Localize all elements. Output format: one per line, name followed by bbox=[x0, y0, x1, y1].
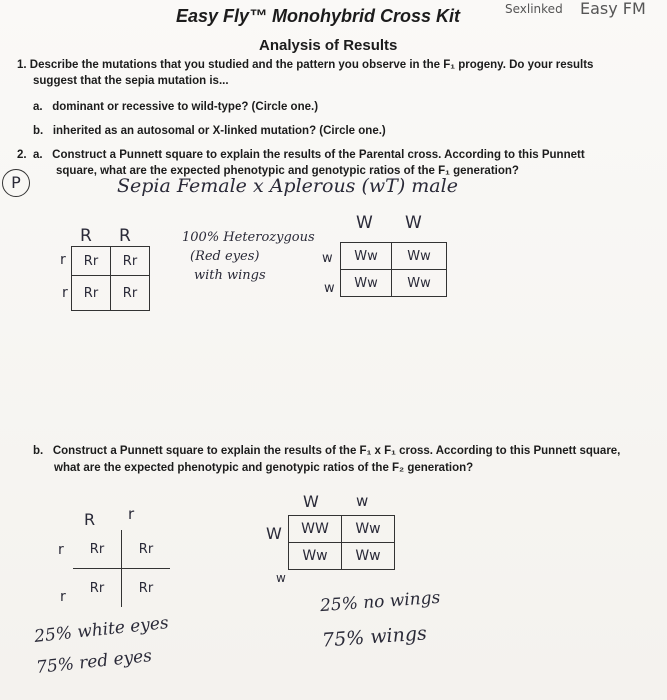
question-1b bbox=[33, 124, 386, 139]
punnett-2-row-header-1: w bbox=[322, 251, 333, 266]
punnett-4-row-header-1: W bbox=[266, 524, 282, 543]
punnett-4-col-header-2: w bbox=[356, 492, 369, 510]
handwritten-note-red-eyes: (Red eyes) bbox=[190, 249, 260, 264]
punnett-4-cell: Ww bbox=[342, 516, 395, 543]
punnett-1-cell: Rr bbox=[111, 247, 150, 276]
punnett-2-cell: Ww bbox=[392, 270, 447, 297]
punnett-1-row-header-1: r bbox=[60, 252, 66, 268]
handwritten-note-heterozygous: 100% Heterozygous bbox=[182, 230, 315, 245]
punnett-2-cell: Ww bbox=[392, 243, 447, 270]
punnett-square-3 bbox=[73, 530, 170, 607]
question-1 bbox=[17, 58, 617, 73]
question-1-text: Describe the mutations that you studied and the pattern you observe in the F₁ progeny. Do your results bbox=[29, 59, 594, 71]
question-2a-text-line2: square, what are the expected phenotypic and genotypic ratios of the F₁ generation? bbox=[56, 165, 519, 177]
question-2b-text-line2: what are the expected phenotypic and genotypic ratios of the F₂ generation? bbox=[54, 462, 474, 474]
question-2b bbox=[33, 444, 620, 459]
punnett-1-row-header-2: r bbox=[62, 285, 68, 301]
punnett-4-cell: Ww bbox=[342, 543, 395, 570]
handwritten-ratio-no-wings: 25% no wings bbox=[319, 587, 441, 617]
punnett-square-1 bbox=[71, 246, 150, 311]
question-1a-letter: a. bbox=[33, 101, 43, 113]
punnett-2-cell: Ww bbox=[341, 270, 392, 297]
punnett-4-col-header-1: W bbox=[303, 492, 319, 511]
question-2-number: 2. bbox=[17, 149, 27, 161]
worksheet-title: Easy Fly™ Monohybrid Cross Kit bbox=[176, 6, 461, 26]
punnett-1-cell: Rr bbox=[72, 247, 111, 276]
handwritten-ratio-wings: 75% wings bbox=[321, 622, 428, 652]
question-1a-text: dominant or recessive to wild-type? (Circle one.) bbox=[52, 101, 319, 113]
handwritten-header-note-2: Easy FM bbox=[580, 0, 646, 18]
question-1b-letter: b. bbox=[33, 125, 44, 137]
handwritten-parental-mark: P bbox=[2, 169, 30, 197]
question-1-number: 1. bbox=[17, 59, 27, 71]
punnett-4-cell: Ww bbox=[289, 543, 342, 570]
punnett-2-row-header-2: w bbox=[324, 281, 335, 296]
question-2b-letter: b. bbox=[33, 445, 44, 457]
question-1a bbox=[33, 100, 318, 115]
punnett-4-row-header-2: w bbox=[276, 571, 286, 585]
handwritten-cross-label: Sepia Female x Aplerous (wT) male bbox=[117, 175, 458, 197]
punnett-3-cell: Rr bbox=[73, 569, 122, 608]
punnett-2-col-header-1: W bbox=[356, 213, 373, 233]
section-title: Analysis of Results bbox=[259, 37, 398, 54]
handwritten-header-note: Sexlinked bbox=[505, 2, 563, 16]
punnett-2-col-header-2: W bbox=[405, 213, 422, 233]
handwritten-ratio-red-eyes: 75% red eyes bbox=[35, 645, 153, 679]
punnett-3-cell: Rr bbox=[122, 569, 171, 608]
question-1b-text: inherited as an autosomal or X-linked mutation? (Circle one.) bbox=[52, 125, 386, 137]
punnett-3-row-header-2: r bbox=[60, 589, 66, 605]
punnett-1-col-header-1: R bbox=[80, 226, 92, 246]
punnett-1-cell: Rr bbox=[111, 276, 150, 311]
punnett-3-row-header-1: r bbox=[58, 542, 64, 558]
punnett-3-cell: Rr bbox=[122, 530, 171, 569]
question-2b-text: Construct a Punnett square to explain the results of the F₁ x F₁ cross. According to this Punnett square, bbox=[52, 445, 621, 457]
punnett-3-col-header-2: r bbox=[128, 505, 135, 523]
question-1-text-line2: suggest that the sepia mutation is... bbox=[33, 75, 229, 87]
handwritten-note-with-wings: with wings bbox=[194, 268, 266, 283]
punnett-1-cell: Rr bbox=[72, 276, 111, 311]
question-2a-letter: a. bbox=[32, 149, 43, 161]
punnett-1-col-header-2: R bbox=[119, 226, 131, 246]
question-2a bbox=[17, 148, 585, 163]
punnett-2-cell: Ww bbox=[341, 243, 392, 270]
punnett-4-cell: WW bbox=[289, 516, 342, 543]
handwritten-ratio-white-eyes: 25% white eyes bbox=[33, 613, 170, 647]
punnett-square-4 bbox=[288, 515, 395, 570]
punnett-square-2 bbox=[340, 242, 447, 297]
punnett-3-col-header-1: R bbox=[84, 510, 96, 529]
question-2a-text: Construct a Punnett square to explain the results of the Parental cross. According to this Punnett bbox=[52, 149, 585, 161]
punnett-3-cell: Rr bbox=[73, 530, 122, 569]
